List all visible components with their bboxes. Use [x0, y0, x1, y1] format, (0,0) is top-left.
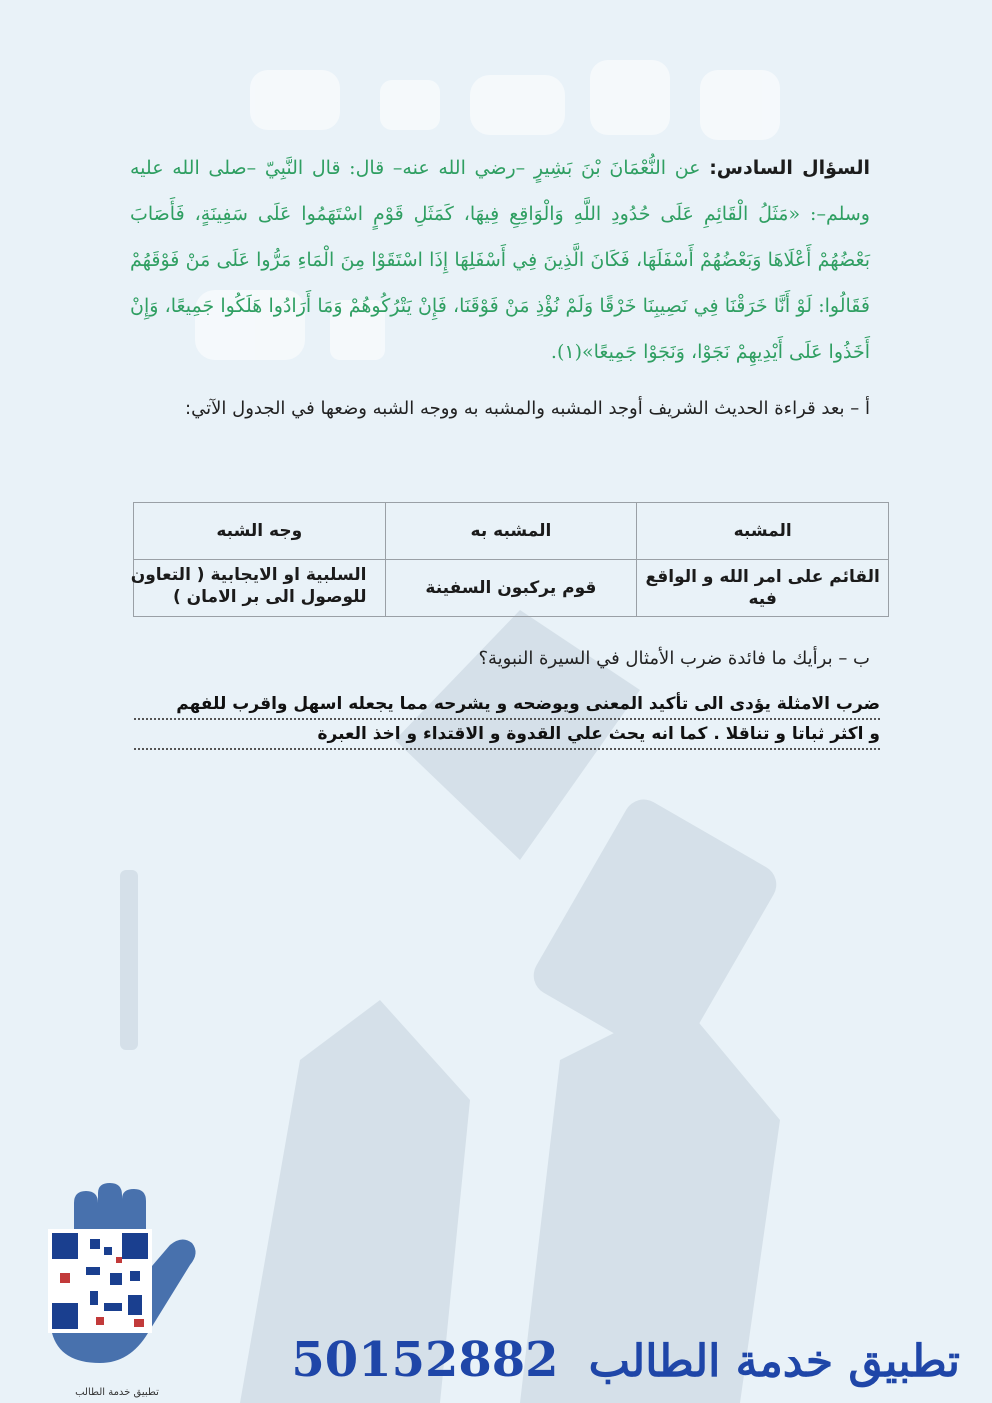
- hadith-text: عن النُّعْمَانَ بْنَ بَشِيرٍ –رضي الله عنه– قال: قال النَّبِيّ –صلى الله عليه وسلم–: «مَثَلُ الْقَائِمِ عَلَى حُدُودِ اللَّهِ وَالْوَاقِعِ فِيهَا، كَمَثَلِ قَوْمٍ اسْتَهَمُوا عَلَى سَفِينَةٍ، فَأَصَابَ بَعْضُهُمْ أَعْلَاهَا وَبَعْضُهُمْ أَسْفَلَهَا، فَكَانَ الَّذِينَ فِي أَسْفَلِهَا إِذَا اسْتَقَوْا مِنَ الْمَاءِ مَرُّوا عَلَى مَنْ فَوْقَهُمْ فَقَالُوا: لَوْ أَنَّا خَرَقْنَا فِي نَصِيبِنَا خَرْقًا وَلَمْ نُؤْذِ مَنْ فَوْقَنَا، فَإِنْ يَتْرُكُوهُمْ وَمَا أَرَادُوا هَلَكُوا جَمِيعًا، وَإِنْ أَخَذُوا عَلَى أَيْدِيهِمْ نَجَوْا، وَنَجَوْا جَمِيعًا»(١).: [130, 157, 870, 363]
- header-mushabbah-bih: المشبه به: [385, 503, 637, 560]
- cell-mushabbah-bih: قوم يركبون السفينة: [385, 560, 637, 617]
- cell-wajh-alshabah: [130, 560, 386, 617]
- footer-brand: [291, 1332, 960, 1388]
- table-header-row: [134, 503, 889, 560]
- answer-line-1: ضرب الامثلة يؤدى الى تأكيد المعنى ويوضحه و يشرحه مما يجعله اسهل واقرب للفهم: [134, 690, 880, 720]
- part-b-prompt: ب – برأيك ما فائدة ضرب الأمثال في السيرة النبوية؟: [478, 648, 870, 669]
- cell-wajh-alshabah-text: السلبية او الايجابية ( التعاون للوصول الى بر الامان ): [130, 565, 367, 607]
- header-mushabbah: المشبه: [637, 503, 889, 560]
- header-wajh-alshabah: وجه الشبه: [134, 503, 386, 560]
- qr-hand-logo: [30, 1183, 205, 1401]
- table-row: [134, 560, 889, 617]
- answer-line-2: و اكثر ثباتا و تناقلا . كما انه يحث علي القدوة و الاقتداء و اخذ العبرة: [134, 720, 880, 750]
- content-area: [130, 145, 870, 447]
- phone-number: 50152882: [291, 1332, 559, 1388]
- question-label: السؤال السادس:: [709, 157, 870, 179]
- part-b-answer: [134, 690, 880, 750]
- question-six: [130, 145, 870, 375]
- part-a-prompt: أ – بعد قراءة الحديث الشريف أوجد المشبه والمشبه به ووجه الشبه وضعها في الجدول الآتي:: [185, 398, 870, 419]
- brand-name: تطبيق خدمة الطالب: [588, 1336, 960, 1387]
- logo-caption: تطبيق خدمة الطالب: [75, 1387, 159, 1398]
- cell-mushabbah: القائم على امر الله و الواقع فيه: [637, 560, 889, 617]
- similes-table: [130, 502, 889, 617]
